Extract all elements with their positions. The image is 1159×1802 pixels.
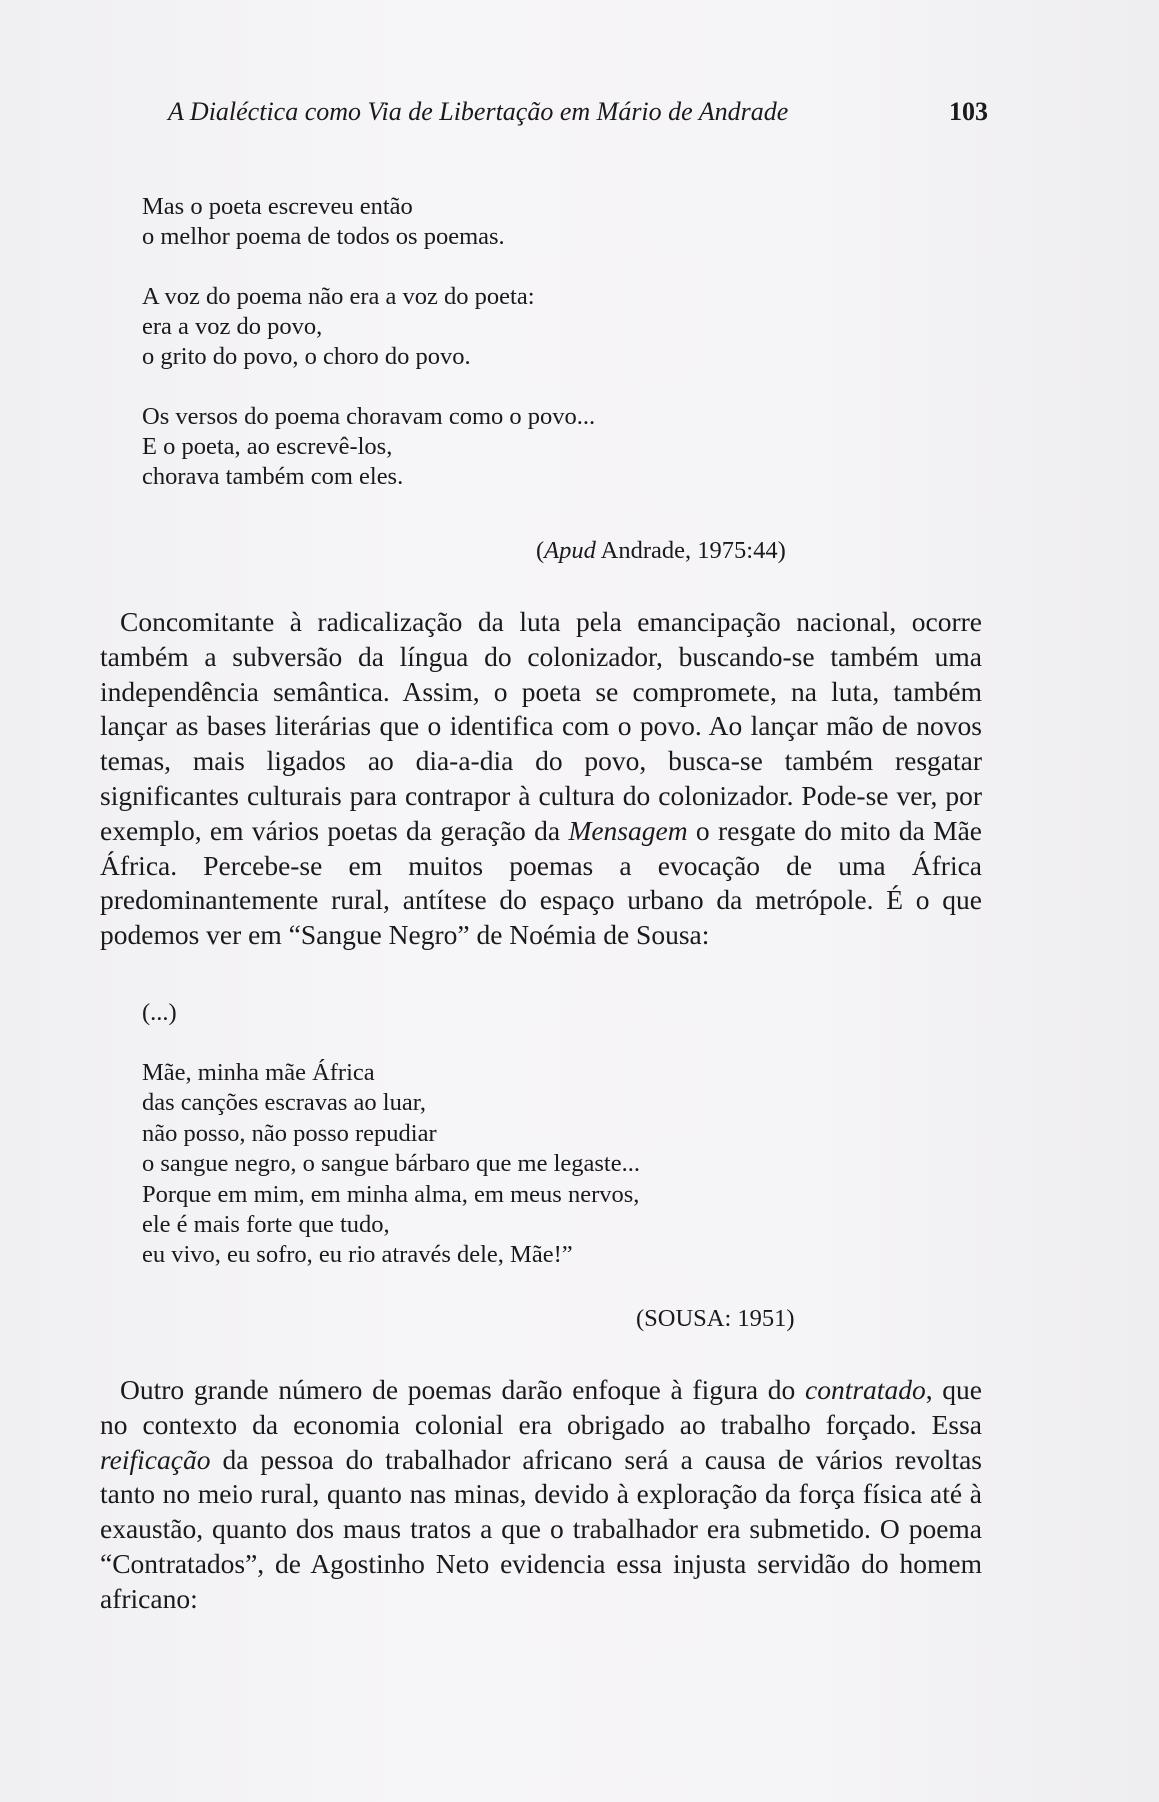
poem-stanza [142,402,595,492]
term-reificacao: reificação [100,1443,211,1475]
poem-line: Mãe, minha mãe África [142,1059,375,1086]
poem-ellipsis: (...) [142,999,177,1026]
poem-line: das canções escravas ao luar, [142,1089,427,1117]
poem-quotation-2 [142,998,177,1028]
poem-line: Porque em mim, em minha alma, em meus nervos, [142,1180,640,1208]
poem-quotation-2-lines [142,1058,640,1271]
poem-line: eu vivo, eu sofro, eu rio através dele, Mãe!” [142,1241,573,1269]
poem-line: E o poeta, ao escrevê-los, [142,433,393,460]
term-contratado: contratado [805,1374,926,1405]
poem-quotation-1 [142,192,595,522]
poem-line: Os versos do poema choravam como o povo... [142,403,596,430]
poem-stanza [142,192,595,252]
citation-source: Andrade, 1975:44) [595,537,786,564]
poem-line: era a voz do povo, [142,313,323,340]
poem-line: o grito do povo, o choro do povo. [142,343,471,370]
poem-2-citation: (SOUSA: 1951) [636,1305,795,1332]
paragraph-2 [100,1373,982,1617]
paragraph-text: Concomitante à radicalização da luta pela emancipação nacional, ocorre também a subversão da língua do colonizador, buscando-se também uma independência semântica. Assim, o poeta se compromete, na luta, também lançar as bases literárias que o identifica com o povo. Ao lançar mão de novos temas, mais ligados ao dia-a-dia do povo, busca-se também resgatar significantes culturais para contrapor à cultura do colonizador. Pode-se ver, por exemplo, em vários poetas da geração da Mensagem o resgate do mito da Mãe África. Percebe-se em muitos poemas a evocação de uma África predominantemente rural, antítese do espaço urbano da metrópole. É o que podemos ver em “Sangue Negro” de Noémia de Sousa: [100,606,982,951]
poem-line: chorava também com eles. [142,463,404,490]
running-title: A Dialéctica como Via de Libertação em Mário de Andrade [168,97,789,126]
poem-1-citation: (Apud Andrade, 1975:44) [536,537,786,564]
poem-line: o sangue negro, o sangue bárbaro que me legaste... [142,1150,640,1178]
page-header [168,94,988,134]
paragraph-1 [100,605,982,953]
poem-line: não posso, não posso repudiar [142,1119,437,1147]
paragraph-text: Outro grande número de poemas darão enfoque à figura do contratado, que no contexto da economia colonial era obrigado ao trabalho forçado. Essa reificação da pessoa do trabalhador africano será a causa de vários revoltas tanto no meio rural, quanto nas minas, devido à exploração da força física até à exaustão, quanto dos maus tratos a que o trabalhador era submetido. O poema “Contratados”, de Agostinho Neto evidencia essa injusta servidão do homem africano: [100,1374,982,1614]
citation-apud: Apud [544,537,596,564]
poem-line: ele é mais forte que tudo, [142,1210,390,1238]
poem-stanza [142,282,595,372]
poem-line: Mas o poeta escreveu então [142,193,413,220]
page-number: 103 [949,97,988,126]
poem-line: A voz do poema não era a voz do poeta: [142,283,535,310]
poem-line: o melhor poema de todos os poemas. [142,223,505,250]
journal-title: Mensagem [568,814,688,846]
